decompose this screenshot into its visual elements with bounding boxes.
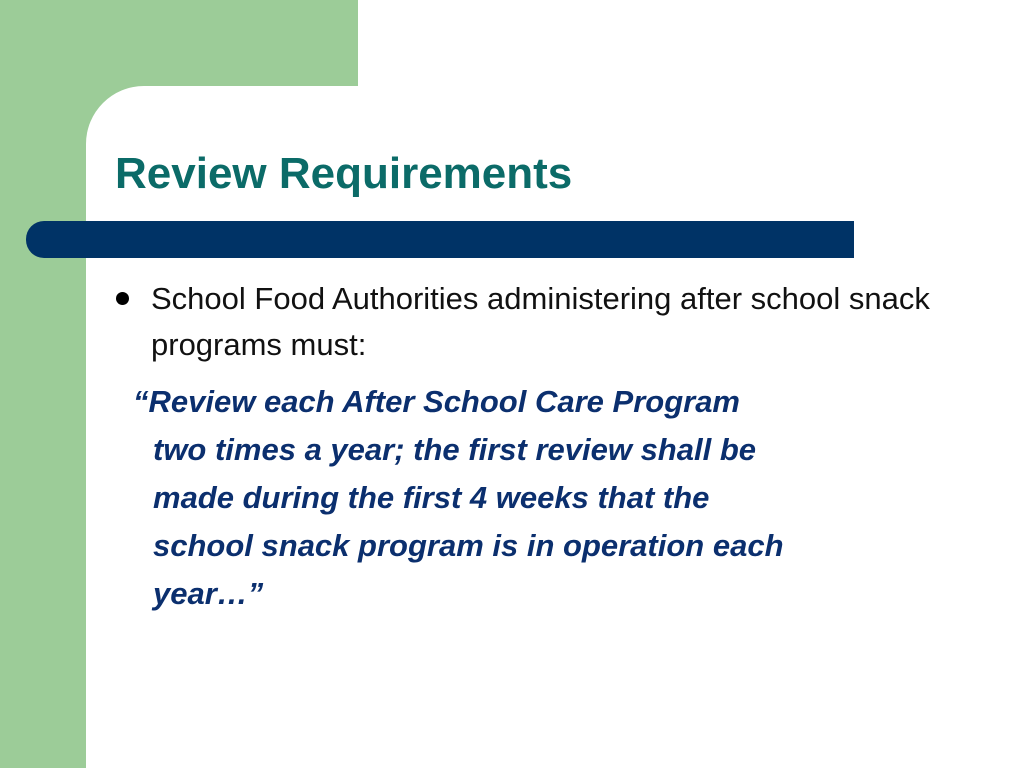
bullet-item (112, 276, 972, 368)
slide-title: Review Requirements (115, 149, 573, 198)
quote-line: year…” (153, 576, 264, 611)
quote-line: two times a year; the first review shall be (153, 432, 757, 467)
quote-line: “Review each After School Care Program (133, 384, 740, 419)
quote-line: made during the first 4 weeks that the (153, 480, 710, 515)
bullet-text: School Food Authorities administering after school snack programs must: (151, 281, 930, 362)
title-divider-bar (26, 221, 854, 258)
bullet-dot-icon (116, 292, 129, 305)
quoted-requirement (112, 378, 972, 618)
quote-line: school snack program is in operation each (153, 528, 784, 563)
slide-content (112, 276, 972, 618)
